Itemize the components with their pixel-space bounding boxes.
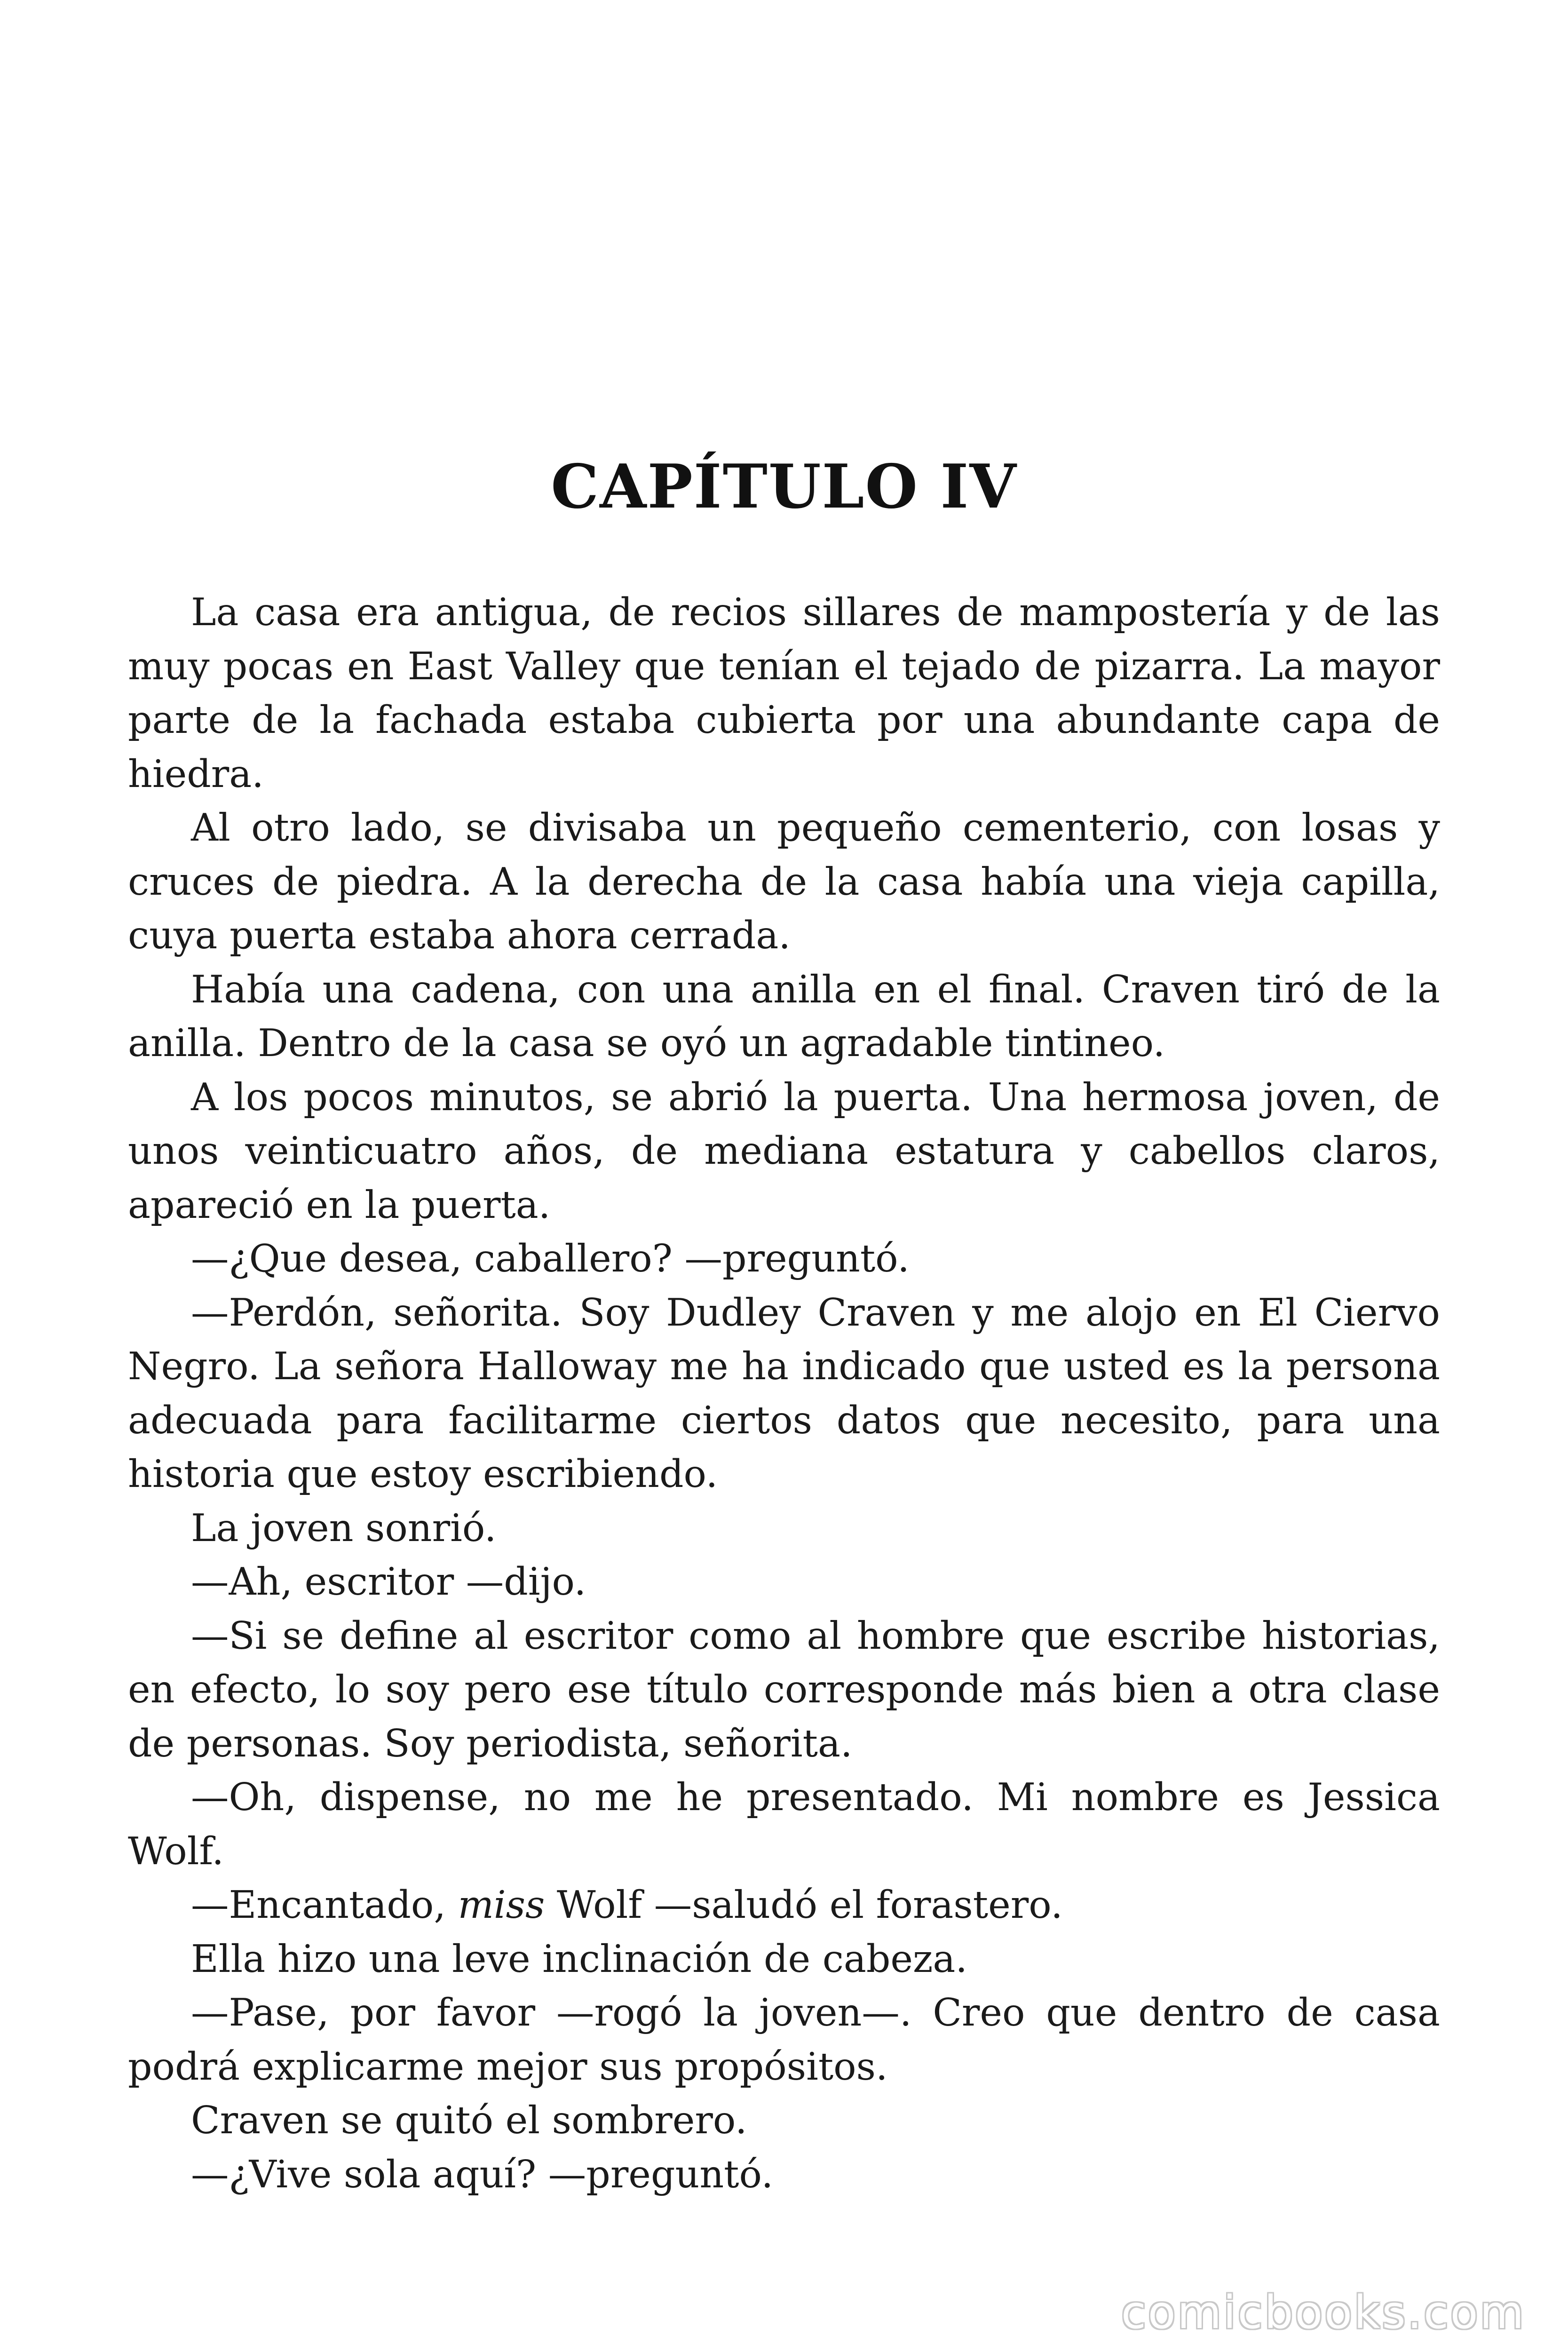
paragraph: La casa era antigua, de recios sillares de mampostería y de las muy pocas en East Valley que tenían el tejado de pizarra. La mayor parte de la fachada estaba cubierta por una abundante capa de hiedra. — [128, 590, 1440, 796]
paragraph: Craven se quitó el sombrero. — [191, 2098, 747, 2142]
paragraph: La joven sonrió. — [191, 1505, 497, 1550]
paragraph: Al otro lado, se divisaba un pequeño cementerio, con losas y cruces de piedra. A la derecha de la casa había una vieja capilla, cuya puerta estaba ahora cerrada. — [128, 805, 1440, 957]
paragraph: —Ah, escritor —dijo. — [191, 1559, 586, 1604]
paragraph: —Pase, por favor —rogó la joven—. Creo que dentro de casa podrá explicarme mejor sus propósitos. — [128, 1990, 1440, 2089]
paragraph: —Perdón, señorita. Soy Dudley Craven y me alojo en El Ciervo Negro. La señora Halloway me ha indicado que usted es la persona adecuada para facilitarme ciertos datos que necesito, para una historia que estoy escribiendo. — [128, 1290, 1440, 1496]
italic-word: miss — [458, 1883, 545, 1927]
watermark: comicbooks.com — [1121, 2286, 1526, 2339]
paragraph: —¿Vive sola aquí? —preguntó. — [191, 2152, 774, 2196]
paragraph: Había una cadena, con una anilla en el final. Craven tiró de la anilla. Dentro de la casa se oyó un agradable tintineo. — [128, 967, 1440, 1065]
paragraph — [128, 1878, 1440, 1932]
paragraph: —Oh, dispense, no me he presentado. Mi nombre es Jessica Wolf. — [128, 1775, 1440, 1873]
paragraph: —Si se define al escritor como al hombre que escribe historias, en efecto, lo soy pero ese título corresponde más bien a otra clase de personas. Soy periodista, señorita. — [128, 1613, 1440, 1765]
chapter-body — [128, 585, 1440, 2201]
chapter-title: CAPÍTULO IV — [551, 452, 1017, 522]
paragraph: A los pocos minutos, se abrió la puerta. Una hermosa joven, de unos veinticuatro años, de mediana estatura y cabellos claros, apareció en la puerta. — [128, 1074, 1440, 1227]
paragraph-text: Wolf —saludó el forastero. — [545, 1883, 1063, 1927]
paragraph: Ella hizo una leve inclinación de cabeza. — [191, 1936, 967, 1981]
paragraph: —¿Que desea, caballero? —preguntó. — [191, 1236, 910, 1280]
paragraph-text: —Encantado, — [191, 1883, 458, 1927]
